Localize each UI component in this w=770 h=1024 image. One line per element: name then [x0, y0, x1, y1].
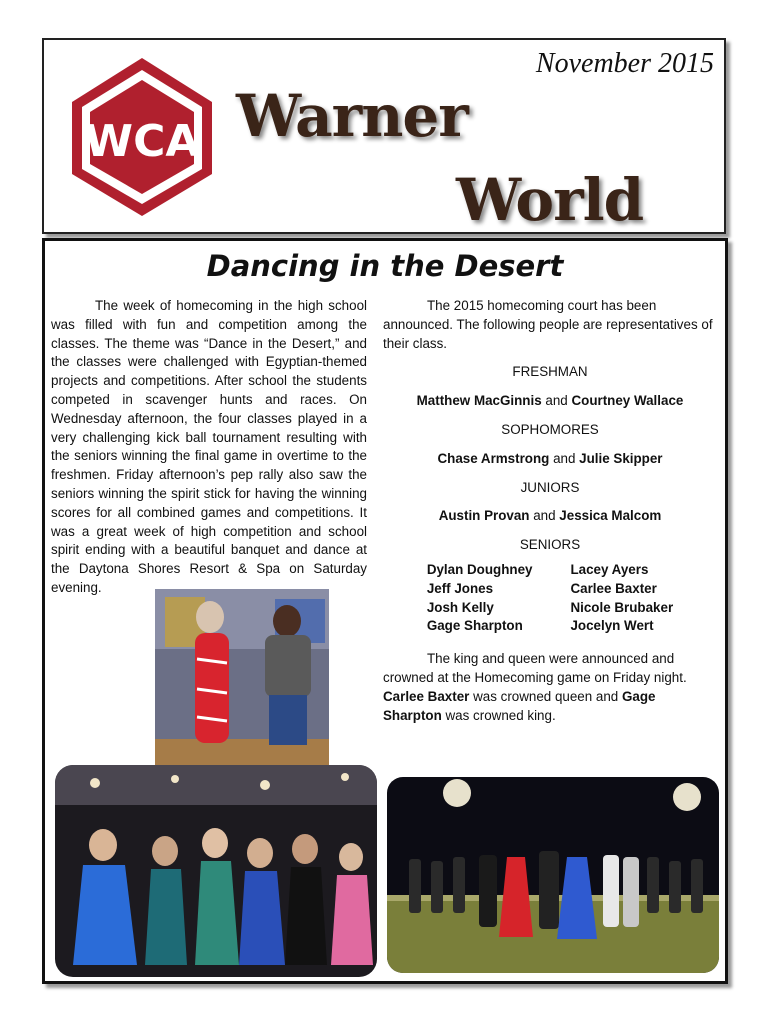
- logo-text: WCA: [84, 116, 200, 167]
- list-item: Jeff Jones: [426, 580, 494, 596]
- sophomores-pair: [383, 450, 717, 469]
- king-text: was crowned king.: [445, 707, 556, 723]
- pep-rally-photo: [155, 589, 329, 771]
- article-box: [42, 238, 728, 984]
- left-column: [51, 297, 367, 598]
- senior-boys-list: [427, 561, 533, 636]
- senior-girls-list: [570, 561, 673, 636]
- issue-date: November 2015: [535, 48, 714, 79]
- king-name: Gage Sharpton: [383, 688, 656, 723]
- sophomore-boy: Chase Armstrong: [437, 450, 550, 466]
- list-item: Lacey Ayers: [570, 561, 649, 577]
- crowned-intro: The king and queen were announced and crowned at the Homecoming game on Friday night.: [383, 651, 687, 685]
- seniors-list: [383, 561, 717, 636]
- juniors-heading: JUNIORS: [520, 479, 580, 495]
- headline: Dancing in the Desert: [206, 249, 564, 283]
- juniors-pair: [383, 507, 717, 526]
- court-intro: The 2015 homecoming court has been announced. The following people are representatives of their class.: [383, 298, 713, 351]
- list-item: Gage Sharpton: [426, 618, 523, 634]
- homecoming-paragraph: The week of homecoming in the high school was filled with fun and competition among the classes. The theme was “Dance in the Desert,” and the classes were challenged with Egyptian-themed projects and competitions. After school the students competed in scavenger hunts and races. On Wednesday afternoon, the four classes played in a very challenging kick ball tournament resulting with the seniors winning the final game in overtime to the freshmen. Friday afternoon’s pep rally also saw the seniors winning the spirit stick for having the winning scores for all combined games and competitions. It was a great week of high competition and school spirit ending with a beautiful banquet and dance at the Daytona Shores Resort & Spa on Saturday evening.: [51, 298, 367, 595]
- freshman-pair: [383, 392, 717, 411]
- conjunction: and: [545, 393, 568, 409]
- list-item: Nicole Brubaker: [570, 599, 674, 615]
- title-world: World: [456, 166, 644, 234]
- masthead: [42, 38, 726, 234]
- sophomore-girl: Julie Skipper: [579, 450, 663, 466]
- queen-text: was crowned queen and: [473, 688, 619, 704]
- king-queen-paragraph: [383, 650, 717, 725]
- list-item: Jocelyn Wert: [570, 618, 654, 634]
- dance-photo: [55, 765, 377, 977]
- wca-logo: [62, 54, 222, 219]
- freshman-boy: Matthew MacGinnis: [416, 393, 542, 409]
- homecoming-court-photo: [387, 777, 719, 973]
- junior-boy: Austin Provan: [438, 508, 530, 524]
- junior-girl: Jessica Malcom: [559, 508, 662, 524]
- list-item: Carlee Baxter: [570, 580, 657, 596]
- queen-name: Carlee Baxter: [383, 688, 470, 704]
- right-column: [383, 297, 717, 725]
- sophomores-heading: SOPHOMORES: [501, 421, 599, 437]
- title-warner: Warner: [236, 82, 468, 150]
- conjunction: and: [533, 508, 556, 524]
- seniors-heading: SENIORS: [519, 537, 581, 553]
- freshman-girl: Courtney Wallace: [571, 393, 684, 409]
- list-item: Dylan Doughney: [426, 561, 533, 577]
- conjunction: and: [553, 450, 576, 466]
- list-item: Josh Kelly: [426, 599, 494, 615]
- freshman-heading: FRESHMAN: [512, 364, 588, 380]
